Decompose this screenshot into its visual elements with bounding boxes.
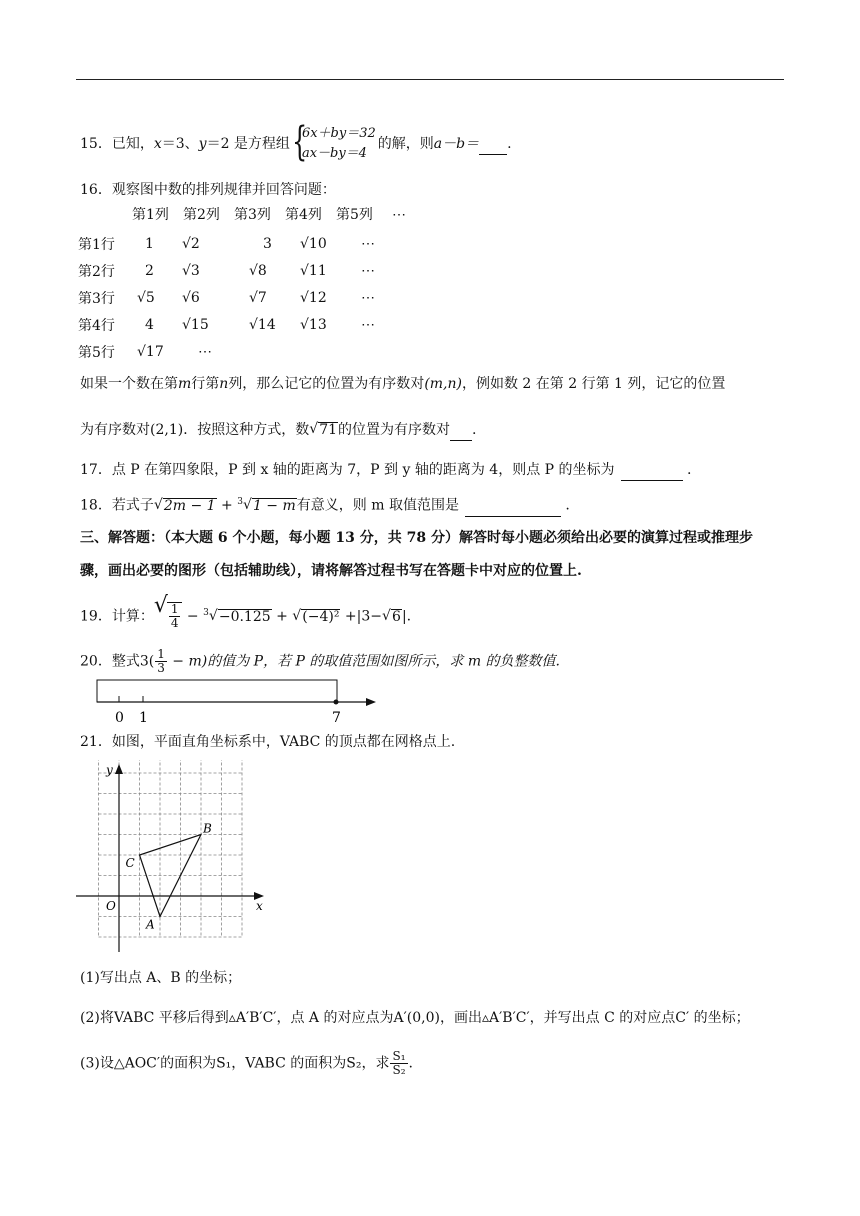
vertex-label-a: A: [146, 917, 155, 932]
range-box: [97, 680, 337, 702]
cbrt-expr: √ 1 − m: [242, 496, 296, 514]
label-1: 1: [139, 710, 148, 726]
question-16-title: 16．观察图中数的排列规律并回答问题：: [80, 182, 336, 198]
question-21-part1: (1)写出点 A、B 的坐标；: [80, 970, 242, 986]
question-20: 20．整式3( $\frac{1}{3}$ − m)的值为 P，若 P 的取值范围如图所示，求 m 的负整数值.: [80, 647, 561, 675]
table-row: 第2行 2 √3 √8 √11 ⋯: [78, 262, 375, 280]
sqrt-frac: √ $\frac{1}{4}$: [154, 602, 183, 630]
label-7: 7: [332, 710, 341, 726]
answer-blank: [465, 496, 561, 517]
number-array-table: [78, 230, 412, 365]
question-16-para2: 为有序数对(2,1)．按照这种方式，数 √ 71的位置为有序数对 .: [80, 420, 476, 441]
sqrt-71: √ 71: [309, 421, 338, 438]
question-21-part3: (3)设△AOC′的面积为S₁，VABC 的面积为S₂，求 $\frac{\text{S₁}}{\text{S₂}}$ .: [80, 1049, 413, 1077]
equation-system: { 6x＋by＝32 ax－by＝4: [291, 119, 376, 165]
question-19: 19．计算： √ $\frac{1}{4}$ − $^3$ √ −0.125 + √ (−4)² +|3− √ 6|.: [80, 593, 412, 630]
answer-blank: [479, 134, 507, 155]
y-axis-label: y: [106, 763, 113, 777]
question-21-part2: (2)将VABC 平移后得到▵A′B′C′，点 A 的对应点为A′(0,0)，画出▵A′B′C′，并写出点 C 的对应点C′ 的坐标；: [80, 1010, 750, 1026]
question-17: 17．点 P 在第四象限，P 到 x 轴的距离为 7，P 到 y 轴的距离为 4，则点 P 的坐标为 .: [80, 460, 691, 481]
table-row: 第4行 4 √15 √14 √13 ⋯: [78, 316, 375, 334]
column-headers: [132, 204, 406, 224]
col-header: 第3列: [234, 207, 271, 223]
label-0: 0: [115, 710, 124, 726]
y-arrow-icon: [115, 764, 123, 774]
section-3-line2: 骤，画出必要的图形（包括辅助线），请将解答过程书写在答题卡中对应的位置上.: [80, 563, 582, 579]
col-header: ⋯: [392, 207, 406, 223]
sqrt-expr: √ (−4)²: [292, 607, 340, 625]
col-header: 第4列: [285, 207, 322, 223]
sqrt-expr: √ 2m − 1: [153, 496, 216, 514]
x-axis-label: x: [256, 899, 263, 913]
question-16-para1: 如果一个数在第m行第n列，那么记它的位置为有序数对(m,n)，例如数 2 在第 2 行第 1 列，记它的位置: [80, 376, 726, 392]
vertex-label-b: B: [203, 821, 212, 836]
section-3-line1: 三、解答题：（本大题 6 个小题，每小题 13 分，共 78 分）解答时每小题必须给出必要的演算过程或推理步: [80, 530, 753, 546]
col-header: 第5列: [336, 207, 373, 223]
number-line-figure: [88, 672, 388, 726]
origin-label: O: [106, 899, 116, 913]
col-header: 第1列: [132, 207, 169, 223]
vertex-label-c: C: [125, 856, 135, 870]
arrow-icon: [366, 698, 376, 706]
table-row: 第1行 1 √2 3 √10 ⋯: [78, 235, 375, 253]
answer-blank: [450, 420, 472, 441]
cbrt-expr: √ −0.125: [208, 607, 271, 625]
question-18: 18．若式子 √ 2m − 1 + $^3$ √ 1 − m有意义，则 m 取值范围是 .: [80, 492, 570, 517]
sqrt-6: √ 6: [382, 607, 401, 625]
question-21-title: 21．如图，平面直角坐标系中，VABC 的顶点都在网格点上.: [80, 734, 456, 750]
table-row: 第5行 √17 ⋯: [78, 343, 212, 361]
header-rule: [76, 79, 784, 80]
question-15: 15．已知，x＝3、y＝2 是方程组 { 6x＋by＝32 ax－by＝4 的解，则a－b＝ .: [80, 119, 512, 165]
answer-blank: [621, 460, 683, 481]
point-7: [334, 700, 339, 705]
coordinate-grid-figure: [70, 760, 270, 956]
table-row: 第3行 √5 √6 √7 √12 ⋯: [78, 289, 375, 307]
col-header: 第2列: [183, 207, 220, 223]
grid-lines: [99, 760, 243, 937]
